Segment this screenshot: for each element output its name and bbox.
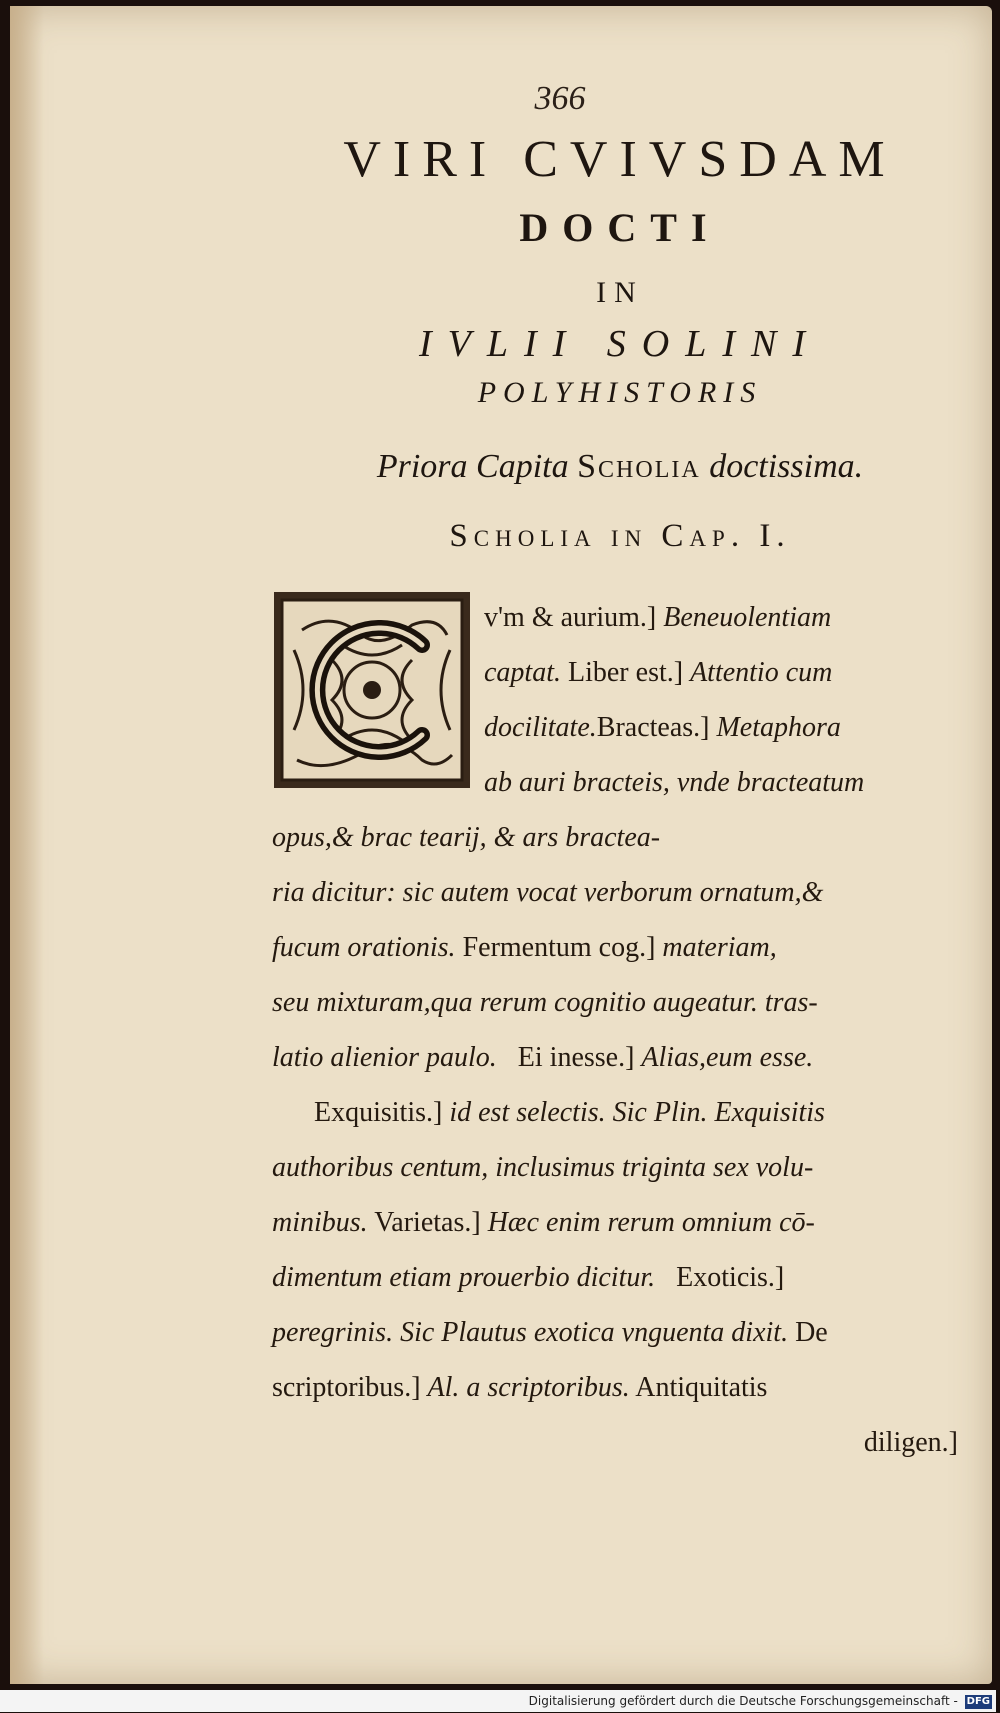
footer-credit: Digitalisierung gefördert durch die Deutsche Forschungsgemeinschaft - — [528, 1694, 958, 1708]
text-line-13: dimentum etiam prouerbio dicitur. Exoticis.] — [272, 1262, 785, 1293]
text-line-1: v'm & aurium.] Beneuolentiam — [484, 602, 832, 633]
text-line-12: minibus. Varietas.] Hæc enim rerum omnium cō- — [272, 1207, 815, 1238]
subtitle-part-1: Priora Capita — [376, 448, 569, 485]
text-line-16: diligen.] — [863, 1427, 958, 1458]
text-line-3: docilitate.Bracteas.] Metaphora — [484, 712, 841, 743]
commentary-text — [272, 590, 958, 1470]
text-line-8: seu mixturam,qua rerum cognitio augeatur. tras- — [272, 987, 818, 1018]
text-line-9: latio alienior paulo. Ei inesse.] Alias,eum esse. — [272, 1042, 814, 1073]
text-line-14: peregrinis. Sic Plautus exotica vnguenta dixit. De — [272, 1317, 828, 1348]
title-line-3: IN — [596, 276, 644, 309]
title-line-2: DOCTI — [519, 205, 721, 250]
digitization-footer — [0, 1690, 996, 1712]
text-line-2: captat. Liber est.] Attentio cum — [484, 657, 833, 688]
title-line-5: POLYHISTORIS — [477, 376, 763, 409]
title-line-4: IVLII SOLINI — [418, 323, 822, 365]
subtitle — [280, 448, 960, 486]
dfg-logo-icon: DFG — [966, 1695, 990, 1707]
section-heading: Scholia in Cap. I. — [449, 518, 791, 554]
text-line-4: ab auri bracteis, vnde bracteatum — [484, 767, 865, 798]
subtitle-part-2: Scholia — [577, 448, 701, 485]
text-line-5: opus,& brac tearij, & ars bractea- — [272, 822, 661, 853]
text-line-6: ria dicitur: sic autem vocat verborum ornatum,& — [272, 877, 824, 908]
text-line-7: fucum orationis. Fermentum cog.] materiam, — [272, 932, 777, 963]
page-gutter-shadow — [10, 6, 44, 1684]
page-number: 366 — [534, 80, 586, 117]
text-line-15: scriptoribus.] Al. a scriptoribus. Antiquitatis — [272, 1372, 768, 1403]
subtitle-part-3: doctissima. — [709, 448, 864, 485]
text-line-11: authoribus centum, inclusimus triginta sex volu- — [272, 1152, 814, 1183]
text-line-10: Exquisitis.] id est selectis. Sic Plin. Exquisitis — [314, 1097, 825, 1128]
title-line-1: VIRI CVIVSDAM — [343, 131, 897, 188]
